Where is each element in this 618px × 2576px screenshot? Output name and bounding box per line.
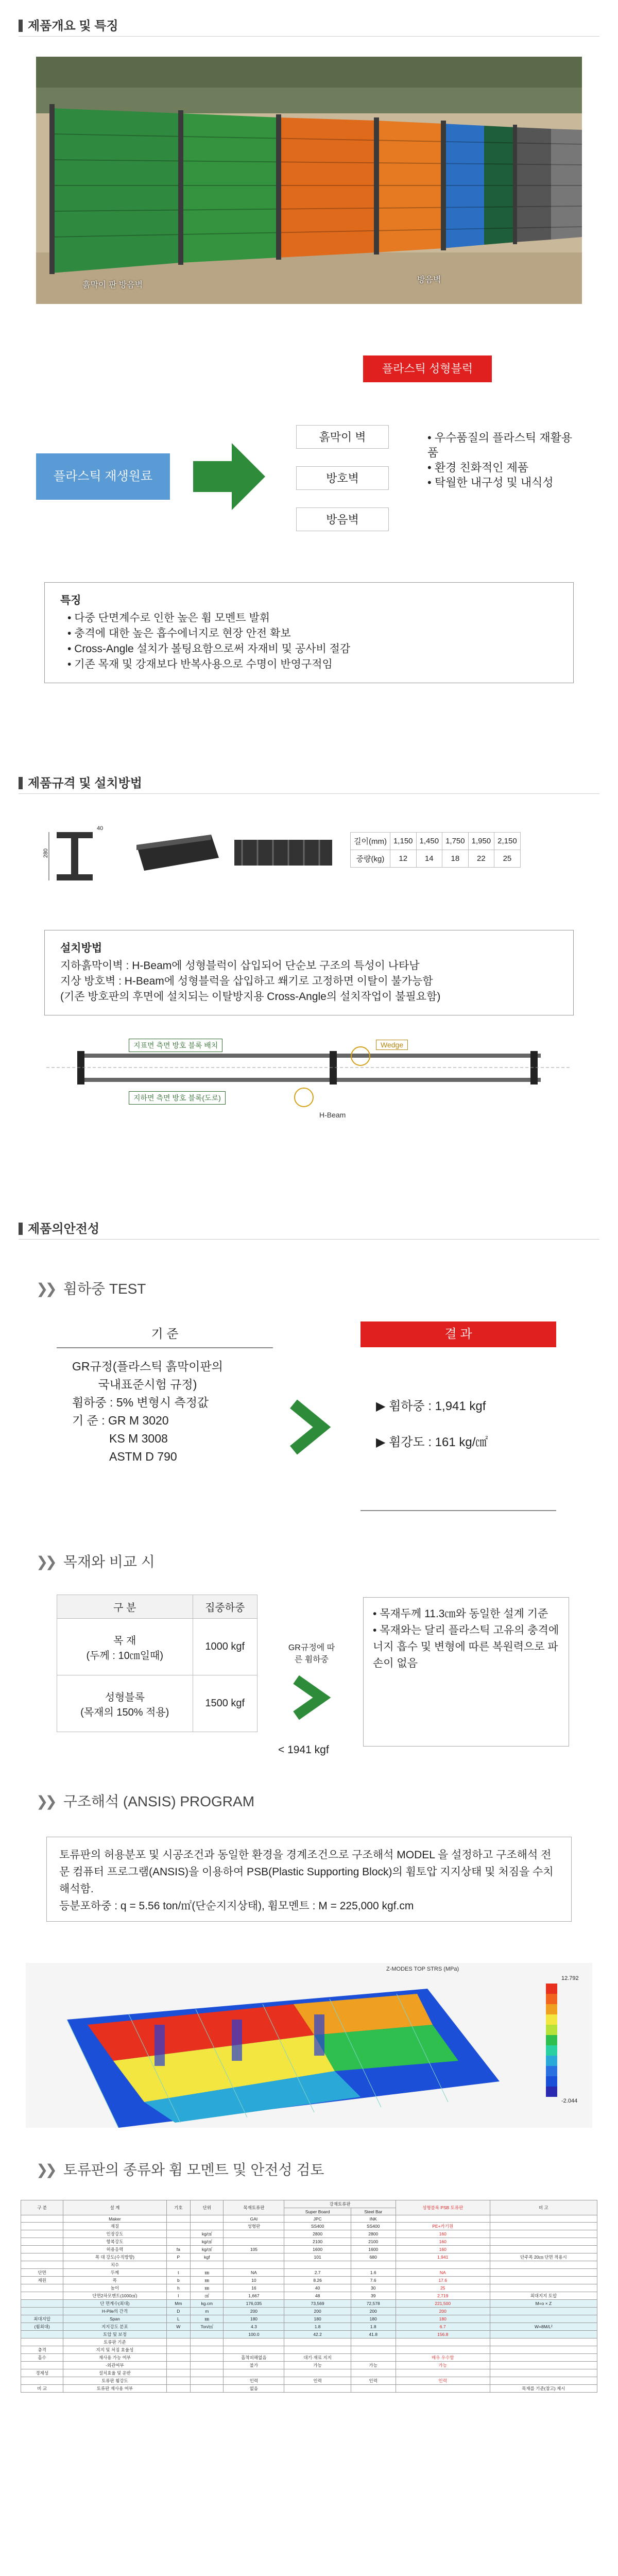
double-chevron-icon: ❯❯ bbox=[36, 1281, 54, 1297]
table-row: 토압 및 보정 100.0 42.2 41.8 156.8 bbox=[21, 2331, 597, 2338]
table-row: 인장강도 kg/㎠ 2800 2800 160 bbox=[21, 2230, 597, 2238]
install-title: 설치방법 bbox=[60, 942, 102, 954]
diagram-label-top: 지표면 측면 방호 블록 배치 bbox=[129, 1039, 222, 1052]
subtitle-wood-compare: ❯❯ 목재와 비교 시 bbox=[36, 1554, 155, 1570]
benefits-list: • 우수품질의 플라스틱 재활용품 • 환경 친화적인 제품 • 탁월한 내구성 및 내식성 bbox=[427, 431, 573, 489]
use-soundproof-wall: 방음벽 bbox=[296, 507, 389, 531]
table-row: 토류판 휨강도 인력 인력 인력 인력 bbox=[21, 2377, 597, 2385]
feature-item: • 기존 목재 및 강재보다 반복사용으로 수명이 반영구적임 bbox=[67, 657, 558, 672]
table-row: 충격 지지 및 처짐 효율성 bbox=[21, 2346, 597, 2354]
table-row: 제원 폭 b ㎜ 10 8.26 7.6 17.6 bbox=[21, 2277, 597, 2284]
divider bbox=[19, 36, 599, 37]
photo-label-right: 방음벽 bbox=[417, 276, 441, 284]
types-table: 구 분 설 계 기호 단위 목재토류판 강재토류판 성형블록 PSB 토류판 비 고 Super Board Steel Bar Maker GAI JPC INK 재질 성형판 SS400 SS400 PE+카기원 인장강도 kg/㎠ 2800 2800 160 항복강도 kg/㎠ 2100 2100 160 허용응력 fa kg/㎠ 105 1600 1600 160 폭 대 강도(수직방향) P kgf 101 680 1,941 단주폭 20㎝ 단면 적용시 치수 단면 두께 t ㎜ NA 2.7 1.6 NA 제원 폭 b ㎜ 10 8.26 7.6 17.6 높이 h ㎜ 16 40 30 25 단면2차모멘트(1000㎤) I ㎠ 1,667 48 39 2,719 최대지지 토압 단 면계수(최대) Mm kg.cm 176,035 73,569 72,578 221,500 M=o × Z H-Pile의 간격 D m 200 200 200 200 최대지압 Span L ㎜ 180 180 180 180 (휨최대) 지지강도 분포 W Ton/㎡ 4.3 1.8 1.8 6.7 W=8M/L² 토압 및 보정 100.0 42.2 41.8 156.8 토류판 기준 충격 지지 및 처짐 효율성 흡수 재사용 가능 여부 흡착피해없음 대기·재료 지지 매우 우수함 -외관여부 불가 가능 가능 가능 경제성 설치효율 및 운반 토류판 휨강도 인력 인력 인력 인력 비 교 토류판 재사용 여부 없음 목재를 기준(참고) 제시 bbox=[21, 2200, 597, 2393]
criteria-panel: 기 준 GR규정(플라스틱 흙막이판의 국내표준시험 규정) 휨하중 : 5% 변형시 측정값 기 준 : GR M 3020 KS M 3008 ASTM D 790 bbox=[57, 1321, 273, 1512]
table-row: 항복강도 kg/㎠ 2100 2100 160 bbox=[21, 2238, 597, 2246]
subtitle-ansis: ❯❯ 구조해석 (ANSIS) PROGRAM bbox=[36, 1793, 255, 1809]
types-table-wrap bbox=[21, 2200, 597, 2393]
block-image-1 bbox=[134, 832, 221, 873]
section-title-specs: 제품규격 및 설치방법 bbox=[19, 773, 142, 791]
double-chevron-icon: ❯❯ bbox=[36, 2162, 54, 2178]
fem-analysis-image: Z-MODES TOP STRS (MPa) 12.792 -2.044 bbox=[26, 1963, 592, 2128]
table-row: -외관여부 불가 가능 가능 가능 bbox=[21, 2362, 597, 2369]
install-box: 설치방법 지하흙막이벽 : H-Beam에 성형블럭이 삽입되어 단순보 구조의 특성이 나타남 지상 방호벽 : H-Beam에 성형블럭을 삽입하고 쐐기로 고정하면 이탈이 불가능함 (기존 방호판의 후면에 설치되는 이탈방지용 Cross-Angle의 설치작업이 불필요함) bbox=[44, 930, 574, 1015]
table-row: 높이 h ㎜ 16 40 30 25 bbox=[21, 2284, 597, 2292]
block-image-2 bbox=[232, 835, 335, 871]
table-row: 최대지압 Span L ㎜ 180 180 180 180 bbox=[21, 2315, 597, 2323]
result-panel: 결 과 ▶ 휨하중 : 1,941 kgf ▶ 휨강도 : 161 kg/㎠ bbox=[360, 1321, 556, 1512]
table-row: H-Pile의 간격 D m 200 200 200 200 bbox=[21, 2308, 597, 2315]
arrow-right-icon bbox=[193, 443, 265, 510]
wood-notes-box: • 목재두께 11.3㎝와 동일한 설계 기준 • 목재와는 달리 플라스틱 고유의 충격에너지 흡수 및 변형에 따른 복원력으로 파손이 없음 bbox=[363, 1597, 569, 1747]
use-barrier-wall: 방호벽 bbox=[296, 466, 389, 490]
section-title-safety: 제품의안전성 bbox=[19, 1218, 99, 1236]
table-row: 단면 두께 t ㎜ NA 2.7 1.6 NA bbox=[21, 2269, 597, 2277]
features-box bbox=[44, 582, 574, 683]
table-row: 비 교 토류판 재사용 여부 없음 목재를 기준(참고) 제시 bbox=[21, 2385, 597, 2393]
table-row: 허용응력 fa kg/㎠ 105 1600 1600 160 bbox=[21, 2246, 597, 2253]
feature-item: • 다중 단면계수로 인한 높은 휨 모멘트 발휘 bbox=[67, 611, 558, 626]
divider bbox=[19, 1239, 599, 1240]
table-row: 재질 성형판 SS400 SS400 PE+카기원 bbox=[21, 2223, 597, 2230]
table-row: 치수 bbox=[21, 2261, 597, 2269]
divider bbox=[19, 793, 599, 794]
double-chevron-icon: ❯❯ bbox=[36, 1793, 54, 1809]
badge-plastic-block: 플라스틱 성형블럭 bbox=[363, 355, 492, 382]
table-row: 흡수 재사용 가능 여부 흡착피해없음 대기·재료 지지 매우 우수함 bbox=[21, 2354, 597, 2362]
table-row: 토류판 기준 bbox=[21, 2338, 597, 2346]
source-box: 플라스틱 재생원료 bbox=[36, 453, 170, 500]
table-row: (휨최대) 지지강도 분포 W Ton/㎡ 4.3 1.8 1.8 6.7 W=8M/L² bbox=[21, 2323, 597, 2331]
feature-item: • Cross-Angle 설치가 볼팅요함으로써 자재비 및 공사비 절감 bbox=[67, 641, 558, 657]
table-row: 단면2차모멘트(1000㎤) I ㎠ 1,667 48 39 2,719 최대지지 토압 bbox=[21, 2292, 597, 2300]
subtitle-types: ❯❯ 토류판의 종류와 휨 모멘트 및 안전성 검토 bbox=[36, 2162, 324, 2178]
product-photo bbox=[36, 57, 582, 304]
arrow-right-icon bbox=[288, 1674, 335, 1721]
section-profile-drawing: 280 40 bbox=[41, 824, 118, 886]
arrow-right-icon bbox=[286, 1399, 332, 1455]
subtitle-bend-test: ❯❯ 휨하중 TEST bbox=[36, 1281, 146, 1297]
use-retaining-wall: 흙막이 벽 bbox=[296, 425, 389, 449]
table-row: 단 면계수(최대) Mm kg.cm 176,035 73,569 72,578 221,500 M=o × Z bbox=[21, 2300, 597, 2308]
wood-compare-table: 구 분 집중하중 목 재 (두께 : 10㎝일때) 1000 kgf 성형블록 (목재의 150% 적용) 1500 kgf bbox=[57, 1595, 258, 1732]
photo-label-left: 흙막이 판 방음벽 bbox=[82, 281, 143, 290]
ansis-text-box: 토류판의 허용분포 및 시공조건과 동일한 환경을 경계조건으로 구조해석 MODEL 을 설정하고 구조해석 전문 컴퓨터 프로그램(ANSIS)을 이용하여 PSB(Plastic Supporting Block)의 휨토압 지지상태 및 처짐을 수치해석함. 등분포하중 : q = 5.56 ton/㎡(단순지지상태), 휨모멘트 : M = 225,000 kgf.cm bbox=[46, 1837, 572, 1922]
double-chevron-icon: ❯❯ bbox=[36, 1554, 54, 1570]
features-title: 특징 bbox=[60, 595, 81, 606]
table-row: 폭 대 강도(수직방향) P kgf 101 680 1,941 단주폭 20㎝ 단면 적용시 bbox=[21, 2253, 597, 2261]
spec-table: 길이(mm) 1,150 1,450 1,750 1,950 2,150 중량(kg) 12 14 18 22 25 bbox=[350, 832, 521, 868]
install-diagram: 지표면 측면 방호 블록 배치 지하면 측면 방호 블록(도로) Wedge H-Beam bbox=[46, 1036, 572, 1128]
feature-item: • 충격에 대한 높은 흡수에너지로 현장 안전 확보 bbox=[67, 626, 558, 641]
section-title-overview: 제품개요 및 특징 bbox=[19, 15, 118, 33]
table-row: 경제성 설치효율 및 운반 bbox=[21, 2369, 597, 2377]
diagram-label-bottom: 지하면 측면 방호 블록(도로) bbox=[129, 1091, 226, 1105]
table-row: Maker GAI JPC INK bbox=[21, 2215, 597, 2223]
